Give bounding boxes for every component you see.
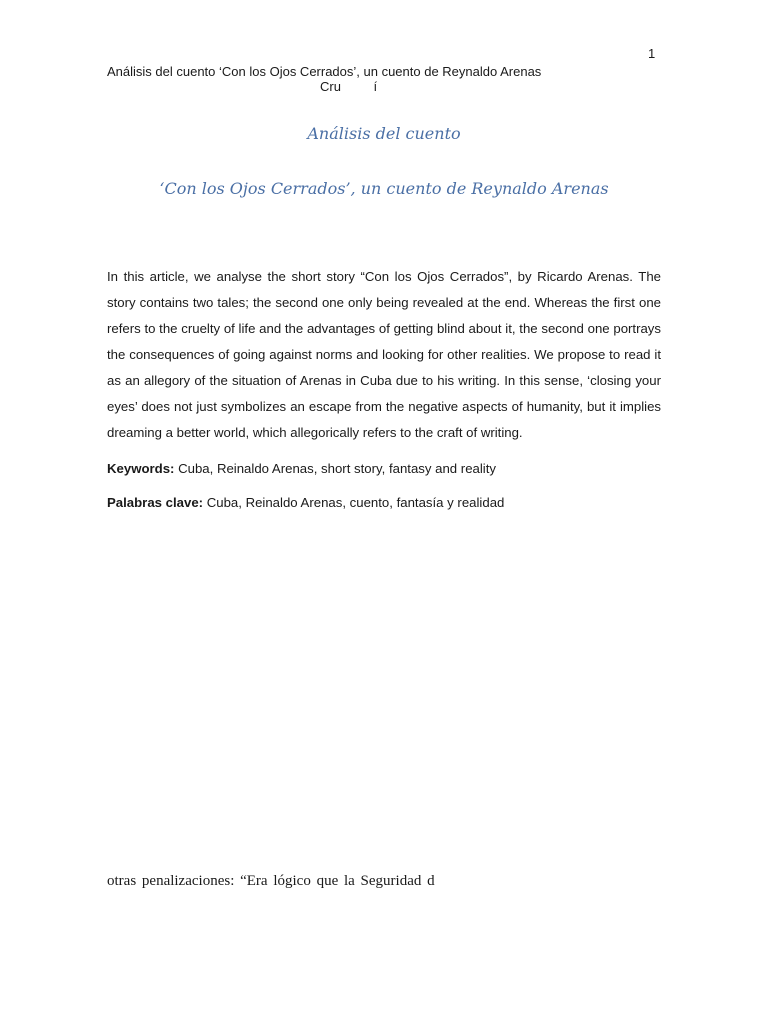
running-header-title: Análisis del cuento ‘Con los Ojos Cerrados’, un cuento de Reynaldo Arenas: [107, 64, 542, 79]
palabras-clave-label: Palabras clave:: [107, 495, 204, 510]
body-text-fragment: otras penalizaciones: “Era lógico que la Seguridad d: [107, 873, 435, 889]
running-header-subline: Cru í: [320, 79, 378, 94]
keywords-value: Cuba, Reinaldo Arenas, short story, fantasy and reality: [174, 461, 496, 476]
keywords-spanish: [107, 495, 661, 510]
keywords-english: [107, 461, 661, 476]
document-title-line-1: Análisis del cuento: [307, 124, 461, 143]
running-header: [107, 64, 661, 94]
document-title-line-2: ‘Con los Ojos Cerrados’, un cuento de Reynaldo Arenas: [159, 179, 609, 198]
keywords-label: Keywords:: [107, 461, 175, 476]
abstract-paragraph: In this article, we analyse the short story “Con los Ojos Cerrados”, by Ricardo Arenas. The story contains two tales; the second one only being revealed at the end. Whereas the first one refers to the cruelty of life and the advantages of getting blind about it, the second one portrays the consequences of going against norms and looking for other realities. We propose to read it as an allegory of the situation of Arenas in Cuba due to his writing. In this sense, ‘closing your eyes’ does not just symbolizes an escape from the negative aspects of humanity, but it implies dreaming a better world, which allegorically refers to the craft of writing.: [107, 269, 661, 440]
page-number: 1: [648, 46, 656, 61]
palabras-clave-value: Cuba, Reinaldo Arenas, cuento, fantasía y realidad: [203, 495, 505, 510]
